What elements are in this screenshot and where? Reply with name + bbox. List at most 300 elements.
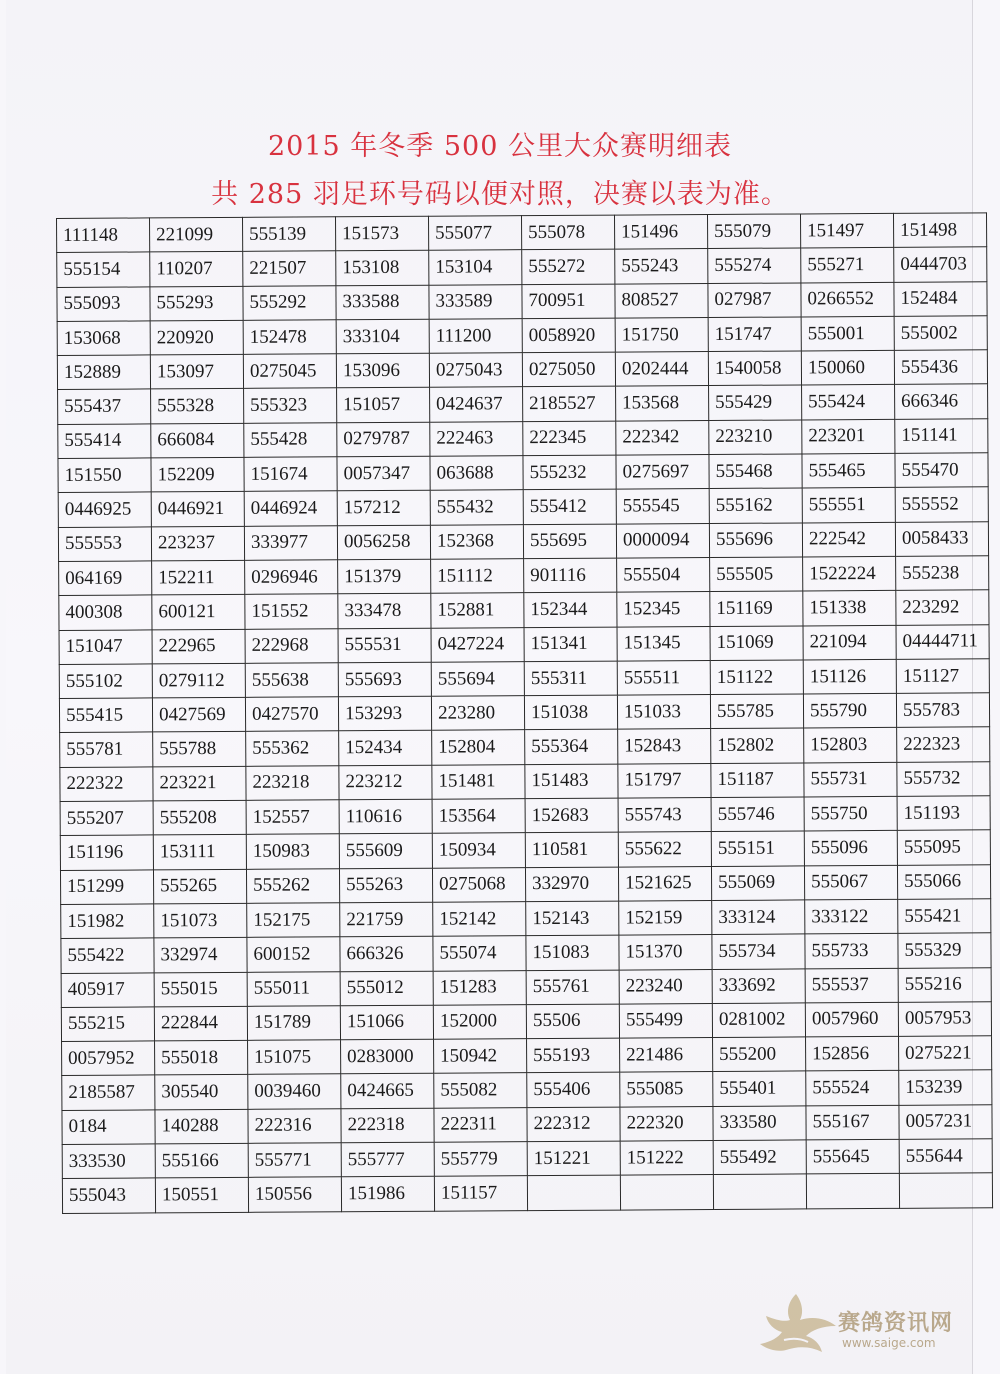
- ring-number-table: [56, 212, 993, 1213]
- ring-number-cell: 223221: [153, 766, 246, 801]
- ring-number-cell: 0427570: [245, 697, 338, 732]
- ring-number-cell: 555779: [434, 1142, 527, 1177]
- ring-number-cell: 555085: [620, 1072, 713, 1107]
- ring-number-cell: 555066: [897, 864, 990, 899]
- ring-number-cell: 222463: [430, 421, 523, 456]
- ring-number-cell: 1521625: [618, 866, 711, 901]
- ring-number-cell: 151747: [708, 317, 801, 352]
- ring-number-cell: 555777: [341, 1142, 434, 1177]
- ring-number-cell: 555537: [805, 968, 898, 1003]
- ring-number-cell: 332974: [154, 938, 247, 973]
- ring-number-cell: 151066: [340, 1005, 433, 1040]
- ring-number-cell: 555781: [60, 732, 153, 767]
- ring-number-cell: 110616: [339, 799, 432, 834]
- ring-number-cell: 0424665: [341, 1074, 434, 1109]
- ring-number-cell: 04444711: [896, 624, 989, 659]
- ring-number-cell: 666346: [895, 384, 988, 419]
- ring-number-cell: 0039460: [248, 1074, 341, 1109]
- ring-number-cell: 0057952: [62, 1041, 155, 1076]
- ring-number-cell: 151379: [338, 559, 431, 594]
- ring-number-cell: 151157: [434, 1176, 527, 1211]
- ring-number-cell: 221099: [150, 217, 243, 252]
- ring-number-cell: 151187: [711, 763, 804, 798]
- ring-number-cell: 221094: [803, 625, 896, 660]
- pigeon-logo-icon: [756, 1288, 840, 1358]
- ring-number-cell: 0058433: [895, 521, 988, 556]
- ring-number-cell: 151112: [431, 559, 524, 594]
- ring-number-cell: 151127: [896, 659, 989, 694]
- ring-number-cell: 151341: [524, 627, 617, 662]
- table-row: [60, 727, 990, 767]
- ring-number-cell: 555424: [802, 385, 895, 420]
- ring-number-cell: [899, 1173, 992, 1208]
- ring-number-cell: 333122: [805, 899, 898, 934]
- table-row: [62, 1173, 992, 1213]
- ring-number-cell: 555208: [153, 800, 246, 835]
- ring-number-cell: 555271: [801, 248, 894, 283]
- ring-number-cell: 222542: [802, 522, 895, 557]
- ring-number-cell: 0446921: [151, 492, 244, 527]
- table-row: [60, 830, 990, 870]
- ring-number-cell: 555790: [803, 694, 896, 729]
- ring-number-cell: 555771: [248, 1143, 341, 1178]
- table-row: [62, 1105, 992, 1145]
- ring-number-cell: 555193: [527, 1038, 620, 1073]
- ring-number-cell: 151126: [803, 659, 896, 694]
- ring-number-cell: 153108: [336, 251, 429, 286]
- table-row: [61, 1002, 991, 1042]
- ring-number-cell: 152209: [151, 457, 244, 492]
- ring-number-cell: 555079: [707, 214, 800, 249]
- ring-number-cell: 305540: [155, 1075, 248, 1110]
- ring-number-cell: 157212: [337, 491, 430, 526]
- ring-number-cell: 0275045: [243, 354, 336, 389]
- ring-number-cell: 150551: [155, 1178, 248, 1213]
- table-row: [58, 521, 988, 561]
- ring-number-cell: 555622: [618, 832, 711, 867]
- ring-number-cell: 555511: [617, 660, 710, 695]
- ring-number-cell: 151057: [337, 388, 430, 423]
- ring-number-cell: 405917: [61, 972, 154, 1007]
- ring-number-cell: 151481: [432, 764, 525, 799]
- ring-number-cell: 555432: [430, 490, 523, 525]
- ring-number-cell: 555429: [709, 385, 802, 420]
- ring-number-cell: 555761: [526, 970, 619, 1005]
- ring-number-cell: 151982: [61, 904, 154, 939]
- table-row: [59, 693, 989, 733]
- ring-number-cell: 0279112: [152, 663, 245, 698]
- ring-number-cell: 151370: [619, 935, 712, 970]
- ring-number-cell: 150556: [248, 1177, 341, 1212]
- ring-number-cell: 0057347: [337, 456, 430, 491]
- ring-number-cell: 222323: [897, 727, 990, 762]
- ring-number-cell: 600152: [247, 937, 340, 972]
- ring-number-cell: 0202444: [615, 352, 708, 387]
- ring-number-cell: 555414: [58, 424, 151, 459]
- ring-number-cell: 333588: [336, 285, 429, 320]
- ring-number-cell: 151283: [433, 970, 526, 1005]
- table-row: [57, 281, 987, 321]
- ring-number-cell: 0427224: [431, 627, 524, 662]
- ring-number-cell: 152881: [431, 593, 524, 628]
- ring-number-cell: 152344: [524, 592, 617, 627]
- ring-number-cell: 0444703: [894, 247, 987, 282]
- ring-number-cell: 152478: [243, 320, 336, 355]
- ring-number-cell: 555421: [898, 899, 991, 934]
- ring-number-cell: 152142: [433, 902, 526, 937]
- ring-number-cell: 555743: [618, 798, 711, 833]
- ring-number-cell: 555292: [243, 285, 336, 320]
- ring-number-cell: 223212: [339, 765, 432, 800]
- ring-number-cell: 153564: [432, 799, 525, 834]
- table-row: [60, 864, 990, 904]
- ring-number-cell: 153068: [57, 321, 150, 356]
- table-row: [60, 796, 990, 836]
- ring-number-cell: 555362: [246, 731, 339, 766]
- ring-number-cell: 152368: [430, 524, 523, 559]
- ring-number-cell: 555043: [62, 1178, 155, 1213]
- ring-number-cell: 151196: [60, 835, 153, 870]
- ring-number-cell: 555216: [898, 967, 991, 1002]
- ring-number-cell: 0446925: [58, 492, 151, 527]
- ring-number-cell: 151038: [524, 695, 617, 730]
- ring-number-cell: 555001: [801, 316, 894, 351]
- ring-number-cell: 151075: [248, 1040, 341, 1075]
- ring-number-cell: 555329: [898, 933, 991, 968]
- ring-number-cell: 666326: [340, 936, 433, 971]
- ring-number-cell: 0056258: [337, 525, 430, 560]
- ring-number-cell: 333124: [712, 900, 805, 935]
- table-row: [57, 350, 987, 390]
- ring-number-cell: 555492: [713, 1140, 806, 1175]
- ring-number-cell: 555401: [713, 1071, 806, 1106]
- ring-number-cell: 555207: [60, 801, 153, 836]
- ring-number-cell: 151550: [58, 458, 151, 493]
- ring-number-cell: 151573: [335, 216, 428, 251]
- ring-number-cell: 150060: [801, 351, 894, 386]
- ring-number-cell: 152889: [57, 355, 150, 390]
- document-title: 2015 年冬季 500 公里大众赛明细表: [268, 131, 732, 162]
- ring-number-cell: 555694: [431, 662, 524, 697]
- ring-number-cell: 151299: [60, 870, 153, 905]
- ring-number-cell: 555238: [896, 556, 989, 591]
- ring-number-cell: 333104: [336, 319, 429, 354]
- ring-number-cell: 55506: [526, 1004, 619, 1039]
- ring-number-cell: 151073: [154, 903, 247, 938]
- ring-number-cell: 221486: [620, 1038, 713, 1073]
- watermark-url: www.saige.com: [842, 1336, 936, 1350]
- ring-number-cell: 400308: [59, 595, 152, 630]
- table-row: [58, 453, 988, 493]
- ring-number-cell: 666084: [151, 423, 244, 458]
- table-row: [60, 762, 990, 802]
- ring-number-cell: 333580: [713, 1106, 806, 1141]
- table-row: [61, 967, 991, 1007]
- ring-number-cell: 223201: [802, 419, 895, 454]
- table-row: [57, 247, 987, 287]
- ring-number-cell: 555154: [57, 252, 150, 287]
- ring-number-cell: 0184: [62, 1110, 155, 1145]
- ring-number-cell: 0275697: [616, 455, 709, 490]
- ring-number-cell: 332970: [525, 867, 618, 902]
- ring-number-cell: 555733: [805, 934, 898, 969]
- ring-number-cell: 0424637: [430, 387, 523, 422]
- ring-number-cell: 555077: [428, 216, 521, 251]
- ring-number-cell: 111200: [429, 319, 522, 354]
- ring-number-cell: 555274: [708, 248, 801, 283]
- ring-number-cell: 222320: [620, 1106, 713, 1141]
- ring-number-cell: 555551: [802, 488, 895, 523]
- ring-number-cell: [527, 1175, 620, 1210]
- ring-number-cell: 555783: [896, 693, 989, 728]
- ring-number-cell: 152345: [617, 592, 710, 627]
- ring-number-cell: 555785: [710, 694, 803, 729]
- ring-number-cell: 555002: [894, 316, 987, 351]
- ring-number-cell: 600121: [152, 595, 245, 630]
- ring-number-cell: 555074: [433, 936, 526, 971]
- ring-number-cell: 555311: [524, 661, 617, 696]
- ring-number-cell: 152000: [433, 1004, 526, 1039]
- ring-number-cell: 0000094: [616, 523, 709, 558]
- ring-number-cell: 555553: [58, 527, 151, 562]
- ring-number-cell: 555151: [711, 831, 804, 866]
- ring-number-cell: 555323: [244, 388, 337, 423]
- ring-number-cell: 222311: [434, 1107, 527, 1142]
- ring-number-cell: 153239: [899, 1070, 992, 1105]
- table-row: [59, 590, 989, 630]
- ring-number-cell: 151141: [895, 419, 988, 454]
- ring-number-cell: 0275043: [429, 353, 522, 388]
- ring-number-cell: 555272: [522, 249, 615, 284]
- ring-number-cell: [620, 1175, 713, 1210]
- ring-number-cell: 0057231: [899, 1105, 992, 1140]
- ring-number-cell: 151047: [59, 629, 152, 664]
- ring-number-cell: 027987: [708, 283, 801, 318]
- ring-number-cell: 700951: [522, 284, 615, 319]
- ring-number-cell: 153096: [336, 353, 429, 388]
- ring-number-cell: 0281002: [712, 1003, 805, 1038]
- ring-number-cell: 0446924: [244, 491, 337, 526]
- table-row: [61, 933, 991, 973]
- ring-number-cell: 555545: [616, 489, 709, 524]
- ring-number-cell: 222968: [245, 628, 338, 663]
- ring-number-cell: 221507: [243, 251, 336, 286]
- ring-number-cell: 152802: [711, 728, 804, 763]
- ring-number-cell: 221759: [340, 902, 433, 937]
- ring-number-cell: 152843: [618, 729, 711, 764]
- ring-number-cell: 0058920: [522, 318, 615, 353]
- ring-number-cell: 555096: [804, 831, 897, 866]
- ring-number-cell: 151483: [525, 764, 618, 799]
- table-row: [57, 213, 987, 253]
- ring-number-cell: 151122: [710, 660, 803, 695]
- ring-number-cell: 555406: [527, 1072, 620, 1107]
- ring-number-cell: 0427569: [152, 698, 245, 733]
- ring-number-cell: 151497: [800, 213, 893, 248]
- ring-number-cell: 555422: [61, 938, 154, 973]
- table-row: [59, 659, 989, 699]
- table-row: [61, 899, 991, 939]
- ring-number-cell: 0283000: [341, 1039, 434, 1074]
- ring-number-cell: 1540058: [708, 351, 801, 386]
- ring-number-cell: 111148: [57, 218, 150, 253]
- ring-number-cell: 555263: [339, 868, 432, 903]
- table-row: [58, 384, 988, 424]
- ring-number-cell: 555200: [713, 1037, 806, 1072]
- ring-number-cell: 0275221: [899, 1036, 992, 1071]
- ring-number-cell: 223218: [246, 766, 339, 801]
- ring-number-cell: 151674: [244, 457, 337, 492]
- ring-number-cell: 223280: [431, 696, 524, 731]
- ring-number-cell: 151345: [617, 626, 710, 661]
- ring-number-cell: 555644: [899, 1139, 992, 1174]
- ring-number-cell: 555082: [434, 1073, 527, 1108]
- ring-number-cell: 555531: [338, 628, 431, 663]
- ring-number-cell: 555265: [153, 869, 246, 904]
- ring-number-cell: 555215: [61, 1007, 154, 1042]
- ring-number-cell: 153293: [338, 696, 431, 731]
- table-row: [57, 316, 987, 356]
- ring-number-cell: 808527: [615, 283, 708, 318]
- ring-number-cell: 555011: [247, 971, 340, 1006]
- ring-number-cell: 222342: [616, 420, 709, 455]
- ring-number-cell: 220920: [150, 320, 243, 355]
- ring-number-cell: 151033: [617, 695, 710, 730]
- ring-number-cell: 555695: [523, 524, 616, 559]
- ring-number-cell: 555067: [804, 865, 897, 900]
- ring-number-cell: 555732: [897, 762, 990, 797]
- ring-number-cell: [806, 1174, 899, 1209]
- watermark: [756, 1288, 966, 1358]
- ring-number-cell: 901116: [524, 558, 617, 593]
- ring-number-cell: 222965: [152, 629, 245, 664]
- ring-number-cell: 152159: [619, 900, 712, 935]
- ring-number-cell: 222318: [341, 1108, 434, 1143]
- ring-number-cell: 152143: [526, 901, 619, 936]
- ring-number-cell: 2185527: [523, 387, 616, 422]
- ring-number-cell: 151750: [615, 317, 708, 352]
- ring-number-cell: 555015: [154, 972, 247, 1007]
- ring-number-cell: 152803: [804, 728, 897, 763]
- ring-number-cell: 151797: [618, 763, 711, 798]
- ring-number-cell: 222312: [527, 1107, 620, 1142]
- ring-number-cell: 153097: [150, 355, 243, 390]
- ring-number-cell: 0266552: [801, 282, 894, 317]
- ring-number-cell: 223237: [151, 526, 244, 561]
- ring-number-cell: 555069: [711, 866, 804, 901]
- ring-number-cell: 152434: [339, 731, 432, 766]
- ring-number-cell: 152175: [247, 903, 340, 938]
- ring-number-table-body: [57, 213, 993, 1213]
- ring-number-cell: 150934: [432, 833, 525, 868]
- ring-number-cell: 063688: [430, 456, 523, 491]
- ring-number-cell: 064169: [59, 561, 152, 596]
- ring-number-cell: 555504: [617, 557, 710, 592]
- ring-number-cell: 555746: [711, 797, 804, 832]
- ring-number-cell: 555166: [155, 1143, 248, 1178]
- ring-number-cell: 151552: [245, 594, 338, 629]
- ring-number-cell: 153568: [616, 386, 709, 421]
- table-row: [59, 556, 989, 596]
- table-row: [62, 1070, 992, 1110]
- ring-number-cell: 555552: [895, 487, 988, 522]
- ring-number-cell: 555095: [897, 830, 990, 865]
- table-row: [58, 419, 988, 459]
- ring-number-cell: 0279787: [337, 422, 430, 457]
- ring-number-cell: 555093: [57, 287, 150, 322]
- ring-number-cell: 555415: [59, 698, 152, 733]
- ring-number-cell: 152211: [152, 560, 245, 595]
- ring-number-cell: 151496: [614, 215, 707, 250]
- ring-number-cell: 151498: [893, 213, 986, 248]
- ring-number-cell: 555012: [340, 971, 433, 1006]
- ring-number-cell: 555524: [806, 1071, 899, 1106]
- ring-number-cell: 555243: [615, 249, 708, 284]
- ring-number-cell: 555499: [619, 1003, 712, 1038]
- ring-number-cell: 333977: [244, 525, 337, 560]
- ring-number-cell: 151986: [341, 1177, 434, 1212]
- ring-number-cell: 150983: [246, 834, 339, 869]
- ring-number-cell: 333530: [62, 1144, 155, 1179]
- watermark-site-name: 赛鸽资讯网: [838, 1311, 954, 1336]
- ring-number-cell: 0296946: [245, 560, 338, 595]
- ring-number-cell: 555470: [895, 453, 988, 488]
- ring-number-cell: 555412: [523, 489, 616, 524]
- ring-number-cell: 555436: [894, 350, 987, 385]
- ring-number-cell: 151222: [620, 1141, 713, 1176]
- ring-number-cell: 555162: [709, 488, 802, 523]
- ring-number-cell: 153111: [153, 835, 246, 870]
- table-row: [58, 487, 988, 527]
- ring-number-cell: 153104: [429, 250, 522, 285]
- ring-number-cell: 555696: [709, 523, 802, 558]
- ring-number-cell: 222322: [60, 767, 153, 802]
- ring-number-cell: 333478: [338, 593, 431, 628]
- ring-number-cell: 555364: [525, 730, 618, 765]
- ring-number-cell: 0275068: [432, 867, 525, 902]
- ring-number-cell: 555505: [710, 557, 803, 592]
- ring-number-cell: 555638: [245, 663, 338, 698]
- ring-number-cell: 555734: [712, 934, 805, 969]
- ring-number-cell: 222316: [248, 1108, 341, 1143]
- ring-number-cell: 151193: [897, 796, 990, 831]
- ring-number-cell: 151069: [710, 626, 803, 661]
- ring-number-cell: 152557: [246, 800, 339, 835]
- ring-number-cell: 333589: [429, 284, 522, 319]
- ring-number-cell: 151169: [710, 591, 803, 626]
- ring-number-cell: 222345: [523, 421, 616, 456]
- ring-number-cell: 223210: [709, 420, 802, 455]
- ring-number-cell: 223240: [619, 969, 712, 1004]
- ring-number-cell: 223292: [896, 590, 989, 625]
- ring-number-cell: 333692: [712, 968, 805, 1003]
- ring-number-cell: 555437: [58, 389, 151, 424]
- ring-number-cell: 555693: [338, 662, 431, 697]
- table-row: [62, 1139, 992, 1179]
- ring-number-cell: 152804: [432, 730, 525, 765]
- ring-number-cell: 152683: [525, 798, 618, 833]
- ring-number-cell: 151221: [527, 1141, 620, 1176]
- ring-number-cell: 140288: [155, 1109, 248, 1144]
- ring-number-cell: 555428: [244, 423, 337, 458]
- document-subtitle: 共 285 羽足环号码以便对照，决赛以表为准。: [211, 179, 789, 210]
- ring-number-cell: 555078: [521, 215, 614, 250]
- ring-number-cell: 110581: [525, 832, 618, 867]
- ring-number-cell: 555232: [523, 455, 616, 490]
- ring-number-cell: 0275050: [522, 352, 615, 387]
- ring-number-cell: 0057960: [805, 1002, 898, 1037]
- ring-number-cell: 1522224: [803, 556, 896, 591]
